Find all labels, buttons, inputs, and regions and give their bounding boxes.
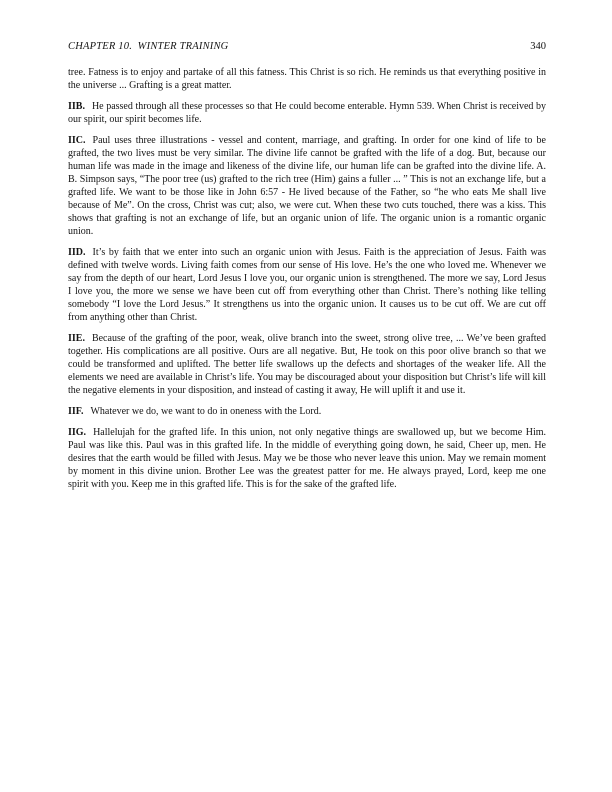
- paragraph-text: Whatever we do, we want to do in oneness with the Lord.: [90, 406, 322, 417]
- paragraph-text: Hallelujah for the grafted life. In this union, not only negative things are swallowed up, but we become Him. Paul was like this. Paul was in this grafted life. In the middle of everything going down, he said, Cheer up, men. He desires that the earth would be filled with Jesus. May we be those who never leave this union. May we remain moment by moment in this divine union. Brother Lee was the greatest patter for me. He always prayed, Lord, keep me one spirit with you. Keep me in this grafted life. This is for the sake of the grafted life.: [68, 427, 546, 490]
- paragraph-text: tree. Fatness is to enjoy and partake of all this fatness. This Christ is so rich. He reminds us that everything positive in the universe ... Grafting is a great matter.: [68, 67, 546, 91]
- body-paragraph: [68, 332, 546, 397]
- paragraph-text: Paul uses three illustrations - vessel and content, marriage, and grafting. In order for one kind of life to be grafted, the two lives must be very similar. The divine life cannot be grafted with the life of a dog. But, because our human life was made in the image and likeness of the divine life, our human life can be grafted into the divine life. A. B. Simpson says, “The poor tree (us) grafted to the rich tree (Him) gains a fuller ... ” This is not an exchange life, but a grafted life. We want to be those like in John 6:57 - He lived because of the Father, so “he who eats Me shall live because of Me”. On the cross, Christ was cut; also, we were cut. When these two cuts touched, there was a kiss. This shows that grafting is not an exchange of life, but an organic union of life. The organic union is a romantic organic union.: [68, 135, 546, 237]
- page-body: [68, 66, 546, 491]
- body-paragraph: [68, 246, 546, 324]
- page-number: 340: [530, 41, 546, 52]
- running-header: [68, 40, 546, 53]
- section-label: IIF.: [68, 406, 84, 417]
- chapter-title: CHAPTER 10. WINTER TRAINING: [68, 41, 229, 52]
- paragraph-text: Because of the grafting of the poor, weak, olive branch into the sweet, strong olive tree, ... We’ve been grafted together. His complications are all positive. Ours are all negative. But, He took on this poor olive branch so that we could be transformed and uplifted. The better life swallows up the defects and shortages of the weaker life. All the elements we need are available in Christ’s life. You may be discouraged about your disposition but Christ’s life will kill the negative elements in your disposition, and instead of casting it away, He will uplift it and use it.: [68, 333, 546, 396]
- body-paragraph: [68, 66, 546, 92]
- paragraph-text: It’s by faith that we enter into such an organic union with Jesus. Faith is the appreciation of Jesus. Faith was defined with twelve words. Living faith comes from our sense of His love. He’s the one who loved me. Whenever we say from the depth of our heart, Lord Jesus I love you, our organic union is strengthened. The more we say, Lord Jesus I love you, the more we sense we have been cut off from everything other than Christ. There’s nothing like telling somebody “I love the Lord Jesus.” It strengthens us into the organic union. It causes us to be cut off. We are cut off from anything other than Christ.: [68, 247, 546, 323]
- section-label: IIC.: [68, 135, 86, 146]
- section-label: IIG.: [68, 427, 87, 438]
- section-label: IIB.: [68, 101, 85, 112]
- body-paragraph: [68, 405, 546, 418]
- body-paragraph: [68, 100, 546, 126]
- section-label: IID.: [68, 247, 86, 258]
- section-label: IIE.: [68, 333, 85, 344]
- paragraph-text: He passed through all these processes so that He could become enterable. Hymn 539. When Christ is received by our spirit, our spirit becomes life.: [68, 101, 546, 125]
- body-paragraph: [68, 426, 546, 491]
- body-paragraph: [68, 134, 546, 238]
